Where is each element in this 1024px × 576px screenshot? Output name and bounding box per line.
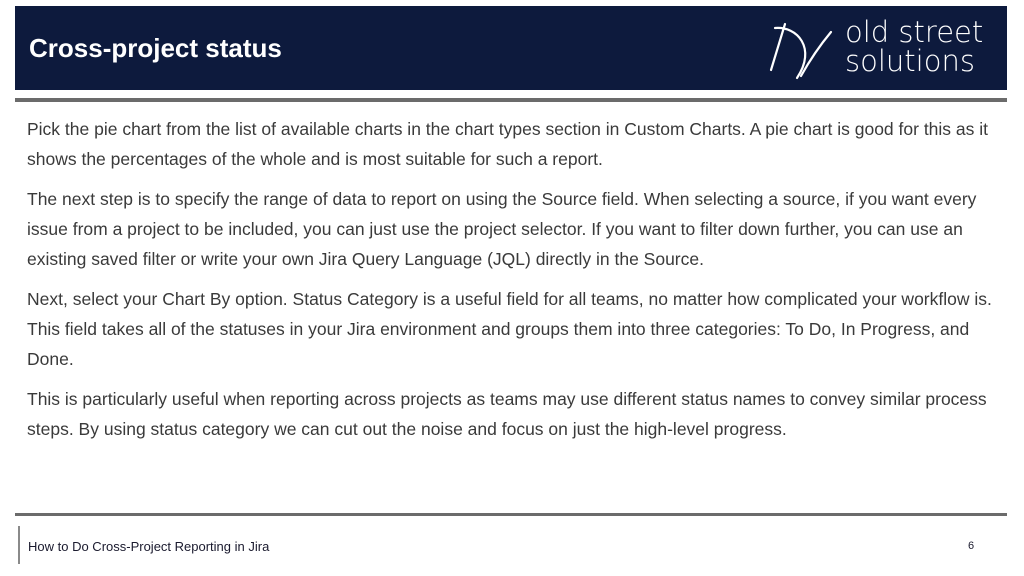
body-paragraph: Next, select your Chart By option. Status Category is a useful field for all teams, no matter how complicated your workflow is. This field takes all of the statuses in your Jira environment and groups them into three categories: To Do, In Progress, and Done. — [27, 289, 992, 369]
logo-line-1: old street — [845, 15, 984, 49]
company-logo — [767, 15, 1007, 82]
footer-accent-bar — [18, 526, 20, 564]
top-divider — [15, 98, 1007, 102]
page-number: 6 — [968, 540, 975, 552]
slide-title: Cross-project status — [29, 33, 282, 63]
footer-title: How to Do Cross-Project Reporting in Jira — [28, 539, 270, 554]
logo-wordmark — [845, 15, 984, 78]
body-paragraph: This is particularly useful when reporting across projects as teams may use different status names to convey similar process steps. By using status category we can cut out the noise and focus on just the high-level progress. — [27, 389, 987, 439]
slide-header — [15, 6, 1007, 90]
logo-line-2: solutions — [845, 44, 975, 78]
logo-mark-icon — [767, 18, 837, 82]
body-paragraph: Pick the pie chart from the list of available charts in the chart types section in Custom Charts. A pie chart is good for this as it shows the percentages of the whole and is most suitable for such a report. — [27, 119, 989, 169]
bottom-divider — [15, 513, 1007, 516]
slide-body — [27, 114, 992, 454]
body-paragraph: The next step is to specify the range of data to report on using the Source field. When selecting a source, if you want every issue from a project to be included, you can just use the project selector. If you want to filter down further, you can use an existing saved filter or write your own Jira Query Language (JQL) directly in the Source. — [27, 189, 977, 269]
